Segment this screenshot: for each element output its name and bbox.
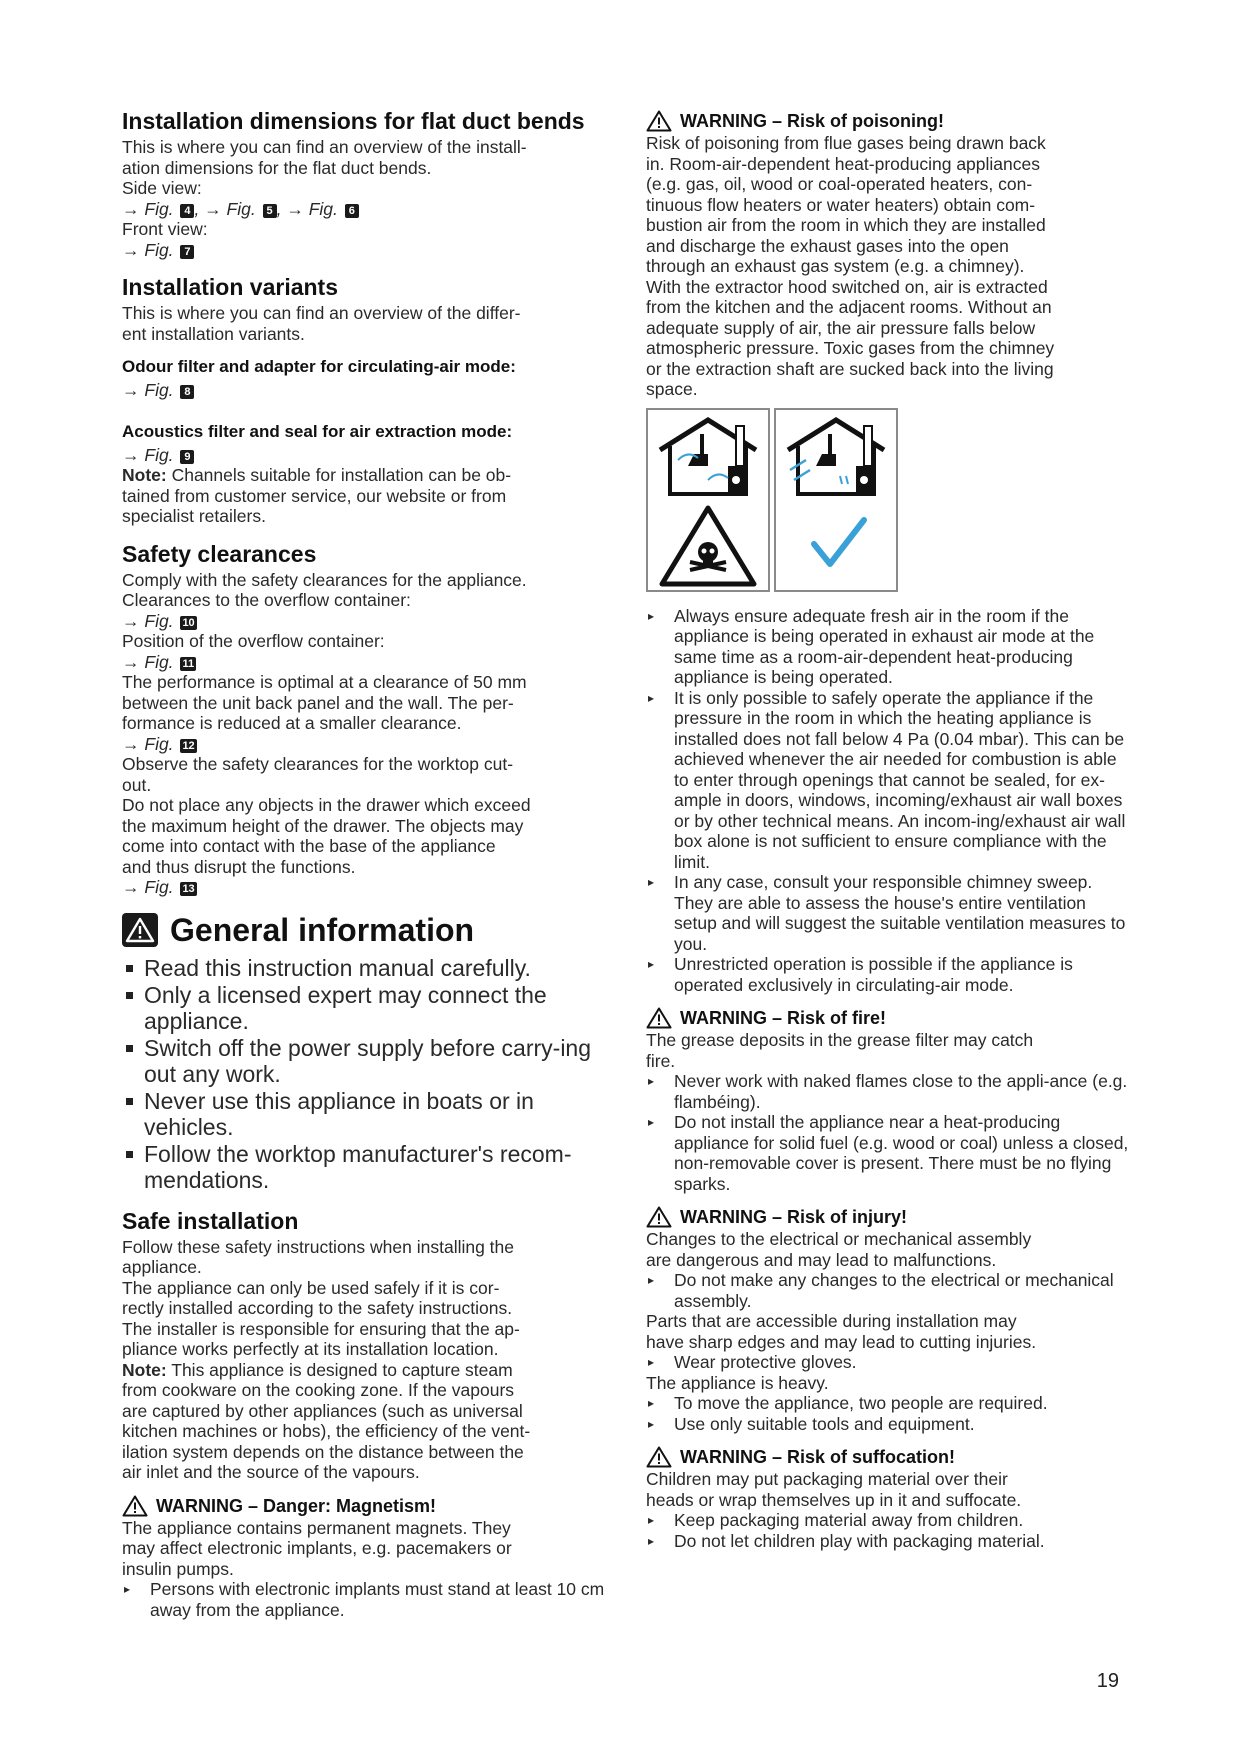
safety-heading: Safety clearances xyxy=(122,540,317,567)
poison-7: through an exhaust gas system (e.g. a chimney). xyxy=(646,256,1025,276)
safe-install-note: Note: This appliance is designed to capture steam xyxy=(122,1359,513,1380)
list-item: ▸ Never work with naked flames close to the appli-ance (e.g. flambéing). xyxy=(646,1071,1132,1112)
fig-badge-12: 12 xyxy=(182,739,195,752)
variants-heading: Installation variants xyxy=(122,274,339,300)
fig-13: → Fig. 13 xyxy=(122,877,195,897)
warning-triangle-icon xyxy=(646,1007,672,1029)
variants-note-2: tained from customer service, our website or from xyxy=(122,485,507,506)
magnetism-bullets xyxy=(122,1579,608,1620)
acoustics-heading: Acoustics filter and seal for air extraction mode: xyxy=(122,421,513,441)
fig-badge-6: 6 xyxy=(345,204,359,218)
skull-warning-icon xyxy=(648,500,768,590)
injury-bullets-3 xyxy=(646,1393,1132,1434)
list-item: ▸ Persons with electronic implants must stand at least 10 cm away from the appliance. xyxy=(122,1579,608,1620)
acoustics-fig: → Fig. 9 xyxy=(122,445,608,466)
house-ventilated-icon xyxy=(776,410,896,500)
side-view-figs: → Fig. 4 , → Fig. 5 , → Fig. 6 xyxy=(122,199,608,220)
dims-heading: Installation dimensions for flat duct bends xyxy=(122,108,585,134)
general-info-heading: General information xyxy=(170,911,475,948)
fig-badge-5: 5 xyxy=(263,204,277,218)
fire-bullets xyxy=(646,1071,1132,1194)
perf-1: The performance is optimal at a clearance of 50 mm xyxy=(122,672,527,692)
safe-install-note-2: from cookware on the cooking zone. If the vapours xyxy=(122,1380,515,1400)
house-exhaust-icon xyxy=(648,410,768,500)
injury-bullets-1 xyxy=(646,1270,1132,1311)
observe-1: Observe the safety clearances for the worktop cut- xyxy=(122,754,514,774)
magnetism-2: may affect electronic implants, e.g. pacemakers or xyxy=(122,1538,512,1558)
list-item: ▸ Do not let children play with packaging material. xyxy=(646,1531,1132,1552)
front-view-label: Front view: xyxy=(122,219,208,239)
safe-install-note-6: air inlet and the source of the vapours. xyxy=(122,1462,420,1482)
magnetism-1: The appliance contains permanent magnets. They xyxy=(122,1517,511,1538)
list-item: Follow the worktop manufacturer's recom-mendations. xyxy=(122,1141,608,1193)
drawer-1: Do not place any objects in the drawer which exceed xyxy=(122,795,531,815)
injury-5: The appliance is heavy. xyxy=(646,1372,829,1393)
poison-4: tinuous flow heaters or water heaters) obtain com- xyxy=(646,194,1036,215)
poison-6: and discharge the exhaust gases into the open xyxy=(646,235,1009,256)
fig-12: → Fig. 12 xyxy=(122,733,195,754)
front-view-fig: → Fig. 7 xyxy=(122,240,608,261)
suffocation-bullets xyxy=(646,1510,1132,1551)
dims-intro-2: ation dimensions for the flat duct bends. xyxy=(122,157,432,178)
ventilation-illustration xyxy=(646,408,1132,592)
safe-install-note-3: are captured by other appliances (such as universal xyxy=(122,1400,523,1421)
warning-triangle-icon xyxy=(646,1446,672,1468)
odour-heading: Odour filter and adapter for circulating-air mode: xyxy=(122,357,516,376)
warning-suffocation: WARNING – Risk of suffocation! xyxy=(646,1446,1132,1468)
safety-line-2: Clearances to the overflow container: xyxy=(122,590,411,610)
general-info-list xyxy=(122,955,608,1193)
injury-3: Parts that are accessible during installation may xyxy=(646,1311,1017,1331)
list-item: ▸ Always ensure adequate fresh air in the room if the appliance is being operated in exhaust air mode at the same time as a room-air-dependent heat-producing appliance is being operated. xyxy=(646,606,1132,688)
safe-install-2: appliance. xyxy=(122,1257,202,1277)
overflow-position: Position of the overflow container: xyxy=(122,631,385,651)
drawer-2: the maximum height of the drawer. The objects may xyxy=(122,815,524,836)
safe-install-6: pliance works perfectly at its installation location. xyxy=(122,1339,499,1359)
fig-badge-7: 7 xyxy=(180,245,194,259)
warning-poisoning: WARNING – Risk of poisoning! xyxy=(646,110,1132,132)
fire-2: fire. xyxy=(646,1050,676,1071)
warning-injury: WARNING – Risk of injury! xyxy=(646,1206,1132,1228)
check-icon xyxy=(776,500,896,590)
fig-11: → Fig. 11 xyxy=(122,651,195,672)
list-item: Read this instruction manual carefully. xyxy=(122,955,608,981)
poison-13: space. xyxy=(646,379,698,399)
drawer-3: come into contact with the base of the appliance xyxy=(122,836,496,856)
poison-8: With the extractor hood switched on, air is extracted xyxy=(646,276,1048,297)
safe-install-note-5: ilation system depends on the distance between the xyxy=(122,1441,524,1462)
list-item: ▸ Use only suitable tools and equipment. xyxy=(646,1414,1132,1435)
injury-1: Changes to the electrical or mechanical assembly xyxy=(646,1229,1032,1249)
side-view-label: Side view: xyxy=(122,178,202,198)
list-item: Only a licensed expert may connect the appliance. xyxy=(122,982,608,1034)
dims-intro-1: This is where you can find an overview of the install- xyxy=(122,137,527,157)
variants-intro-2: ent installation variants. xyxy=(122,323,305,344)
variants-intro-1: This is where you can find an overview of the differ- xyxy=(122,303,521,323)
magnetism-3: insulin pumps. xyxy=(122,1558,234,1579)
injury-bullets-2 xyxy=(646,1352,1132,1373)
observe-2: out. xyxy=(122,774,152,795)
poison-9: from the kitchen and the adjacent rooms. Without an xyxy=(646,297,1052,317)
poison-5: bustion air from the room in which they are installed xyxy=(646,215,1046,235)
poison-1: Risk of poisoning from flue gases being drawn back xyxy=(646,133,1046,153)
suffocation-2: heads or wrap themselves up in it and suffocate. xyxy=(646,1489,1022,1510)
safe-install-heading: Safe installation xyxy=(122,1207,299,1234)
list-item: ▸ Do not make any changes to the electrical or mechanical assembly. xyxy=(646,1270,1132,1311)
fig-badge-8: 8 xyxy=(180,385,194,399)
safe-install-3: The appliance can only be used safely if it is cor- xyxy=(122,1277,500,1298)
list-item: ▸ Wear protective gloves. xyxy=(646,1352,1132,1373)
list-item: Never use this appliance in boats or in vehicles. xyxy=(122,1088,608,1140)
warning-box-icon xyxy=(122,913,158,947)
odour-fig: → Fig. 8 xyxy=(122,380,608,401)
fig-badge-9: 9 xyxy=(180,450,194,464)
list-item: ▸ Keep packaging material away from children. xyxy=(646,1510,1132,1531)
right-column xyxy=(646,108,1132,1551)
variants-note: Note: Channels suitable for installation can be ob- xyxy=(122,465,512,485)
warning-triangle-icon xyxy=(646,1206,672,1228)
perf-3: formance is reduced at a smaller clearance. xyxy=(122,713,462,733)
left-column xyxy=(122,108,608,1620)
suffocation-1: Children may put packaging material over their xyxy=(646,1469,1008,1489)
poison-bullets xyxy=(646,606,1132,996)
list-item: ▸ To move the appliance, two people are required. xyxy=(646,1393,1132,1414)
page-number: 19 xyxy=(1096,1670,1119,1692)
fig-badge-13: 13 xyxy=(182,883,195,895)
safe-install-1: Follow these safety instructions when installing the xyxy=(122,1236,515,1257)
fire-1: The grease deposits in the grease filter may catch xyxy=(646,1030,1034,1050)
variants-note-3: specialist retailers. xyxy=(122,506,266,526)
fig-badge-4: 4 xyxy=(180,204,194,218)
list-item: Switch off the power supply before carry-ing out any work. xyxy=(122,1035,608,1087)
injury-4: have sharp edges and may lead to cutting injuries. xyxy=(646,1331,1037,1352)
general-info-title xyxy=(122,912,608,949)
warning-triangle-icon xyxy=(646,110,672,132)
warning-fire: WARNING – Risk of fire! xyxy=(646,1007,1132,1029)
safe-install-note-4: kitchen machines or hobs), the efficiency of the vent- xyxy=(122,1421,531,1441)
safe-install-5: The installer is responsible for ensuring that the ap- xyxy=(122,1318,520,1339)
safe-install-4: rectly installed according to the safety instructions. xyxy=(122,1298,513,1318)
list-item: ▸ Do not install the appliance near a heat-producing appliance for solid fuel (e.g. wood or coal) unless a closed, non-removable cover is present. There must be no flying sparks. xyxy=(646,1112,1132,1194)
safety-line-1: Comply with the safety clearances for the appliance. xyxy=(122,569,527,590)
poison-2: in. Room-air-dependent heat-producing appliances xyxy=(646,153,1040,174)
poison-12: or the extraction shaft are sucked back into the living xyxy=(646,358,1054,379)
illus-danger xyxy=(646,408,770,592)
poison-11: atmospheric pressure. Toxic gases from the chimney xyxy=(646,338,1055,358)
drawer-4: and thus disrupt the functions. xyxy=(122,856,356,877)
poison-3: (e.g. gas, oil, wood or coal-operated heaters, con- xyxy=(646,174,1033,194)
fig-badge-11: 11 xyxy=(182,657,195,670)
list-item: ▸ It is only possible to safely operate the appliance if the pressure in the room in which the heating appliance is installed does not fall below 4 Pa (0.04 mbar). This can be achieved whenever the air needed for combustion is able to enter through openings that cannot be sealed, for ex-ample in doors, windows, incoming/exhaust air wall boxes or by other technical means. An incom-ing/exhaust air wall box alone is not sufficient to ensure compliance with the limit. xyxy=(646,688,1132,873)
list-item: ▸ In any case, consult your responsible chimney sweep. They are able to assess the house's entire ventilation setup and will suggest the suitable ventilation measures to you. xyxy=(646,872,1132,954)
poison-10: adequate supply of air, the air pressure falls below xyxy=(646,317,1036,338)
injury-2: are dangerous and may lead to malfunctions. xyxy=(646,1249,997,1270)
fig-10: → Fig. 10 xyxy=(122,610,195,631)
list-item: ▸ Unrestricted operation is possible if the appliance is operated exclusively in circulating-air mode. xyxy=(646,954,1132,995)
illus-ok xyxy=(774,408,898,592)
perf-2: between the unit back panel and the wall. The per- xyxy=(122,692,514,713)
warning-triangle-icon xyxy=(122,1495,148,1517)
warning-magnetism: WARNING – Danger: Magnetism! xyxy=(122,1495,608,1517)
fig-badge-10: 10 xyxy=(182,616,195,629)
